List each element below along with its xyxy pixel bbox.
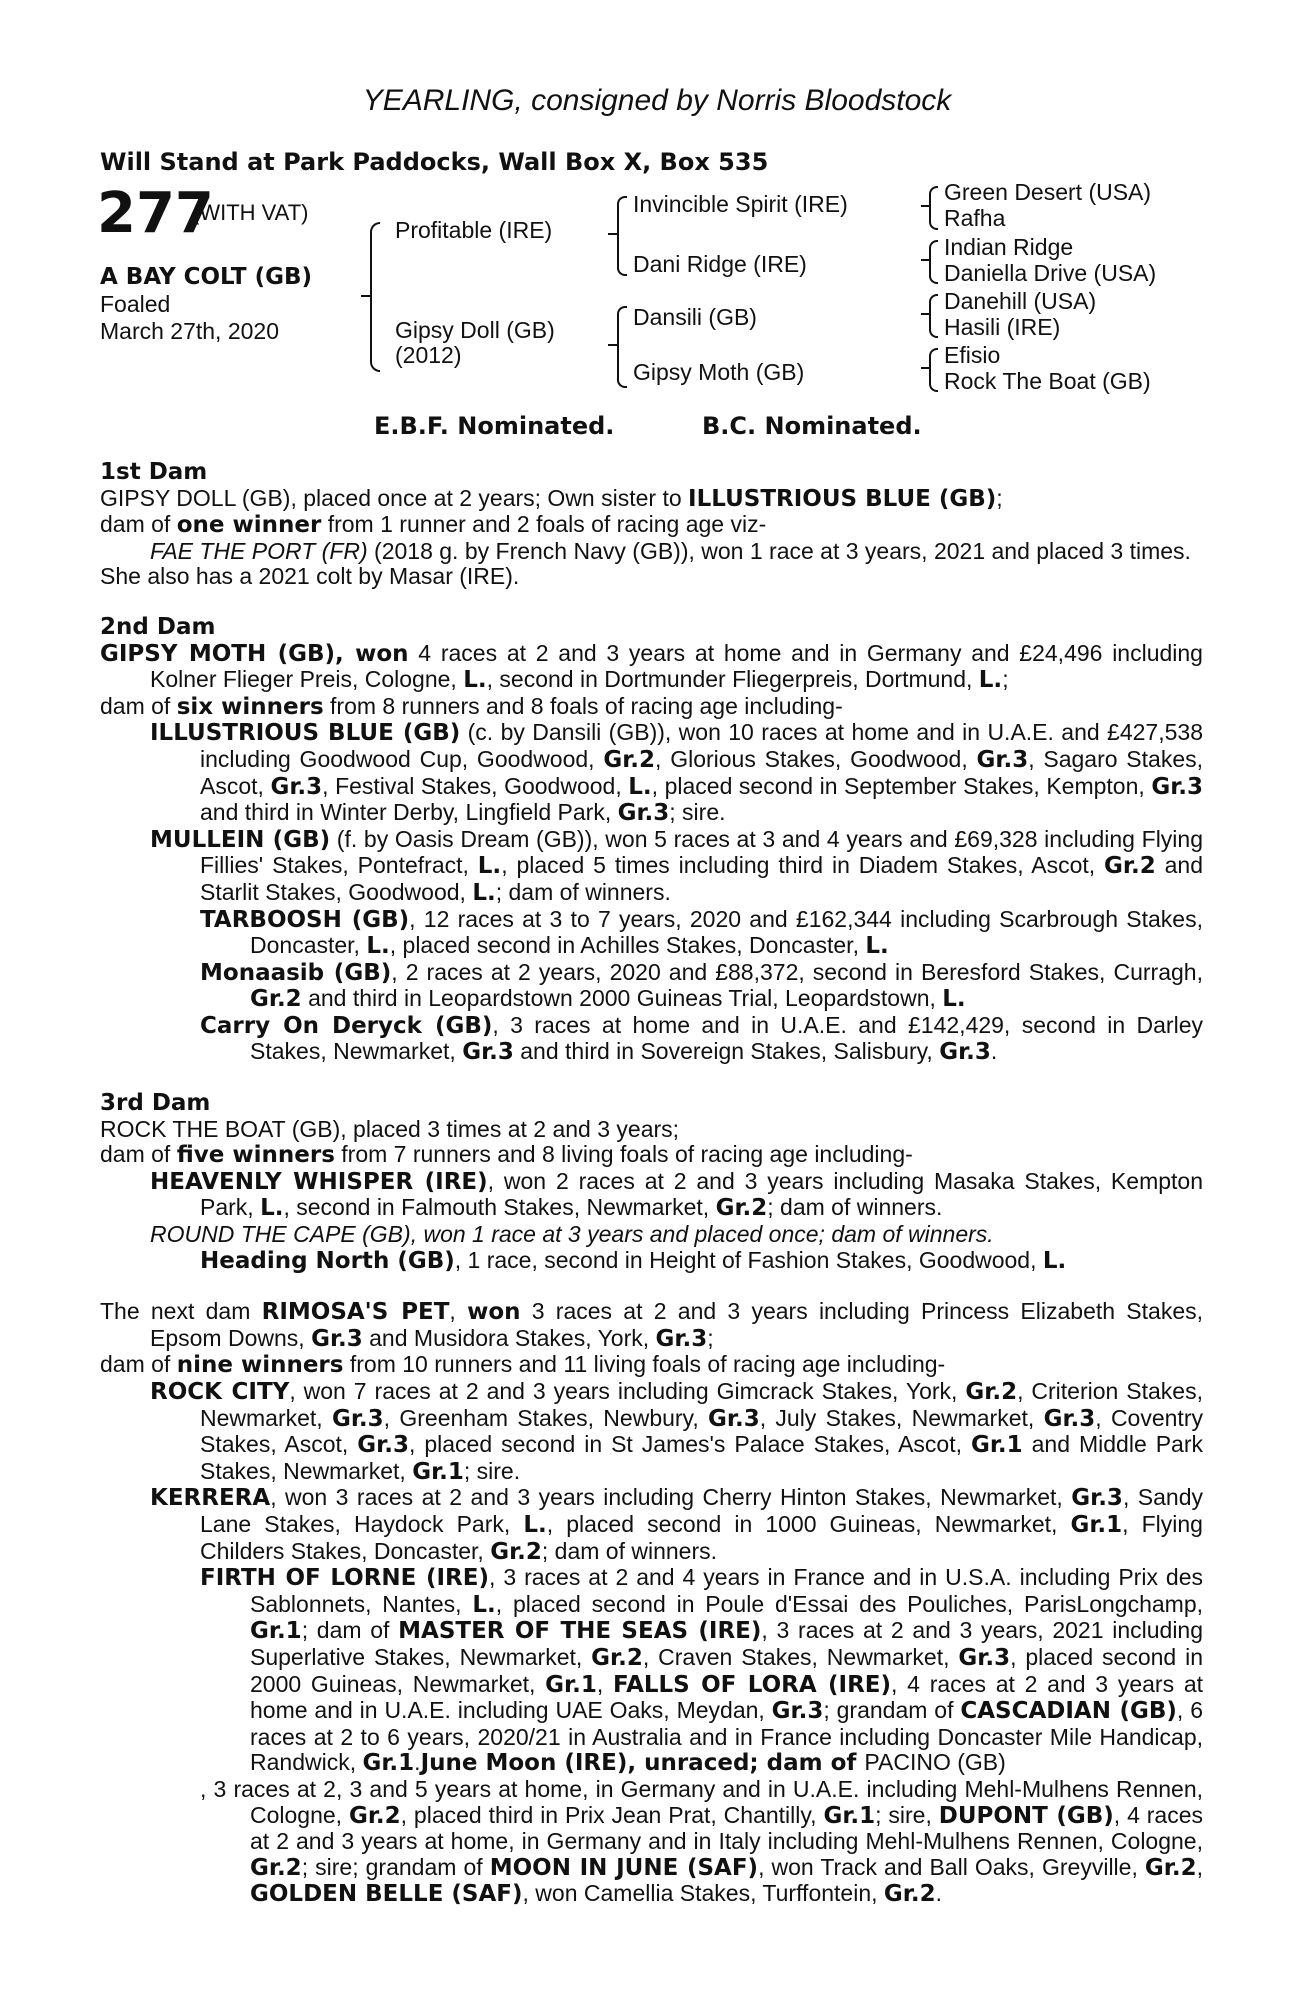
pedigree-dam-dam: Gipsy Moth (GB) xyxy=(633,359,805,385)
first-dam-produce: dam of one winner from 1 runner and 2 foals of racing age viz- xyxy=(100,511,767,539)
pedigree-bracket-g xyxy=(929,240,938,284)
produce-entry: ROCK CITY, won 7 races at 2 and 3 years including Gimcrack Stakes, York, Gr.2, Criterion Stakes, Newmarket, Gr.3, Greenham Stakes, Newbury, Gr.3, July Stakes, Newmarket, Gr.3, Coventry Stakes, Ascot, Gr.3, placed second in St James's Palace Stakes, Ascot, Gr.1 and Middle Park Stakes, Newmarket, Gr.1; sire. xyxy=(150,1378,1203,1485)
third-dam-line: ROCK THE BOAT (GB), placed 3 times at 2 and 3 years; xyxy=(100,1115,680,1142)
produce-entry: HEAVENLY WHISPER (IRE), won 2 races at 2 and 3 years including Masaka Stakes, Kempton Park, L., second in Falmouth Stakes, Newmarket, Gr.2; dam of winners. xyxy=(150,1167,1203,1222)
pedigree-g2: Rafha xyxy=(944,205,1006,231)
foaled-date: March 27th, 2020 xyxy=(100,318,280,344)
third-dam-produce: dam of five winners from 7 runners and 8 living foals of racing age including- xyxy=(100,1141,913,1169)
produce-entry: KERRERA, won 3 races at 2 and 3 years including Cherry Hinton Stakes, Newmarket, Gr.3, Sandy Lane Stakes, Haydock Park, L., placed second in 1000 Guineas, Newmarket, Gr.1, Flying Childers Stakes, Doncaster, Gr.2; dam of winners. xyxy=(150,1484,1203,1565)
stand-location: Will Stand at Park Paddocks, Wall Box X, Box 535 xyxy=(100,148,769,176)
produce-entry: TARBOOSH (GB), 12 races at 3 to 7 years, 2020 and £162,344 including Scarbrough Stakes, Doncaster, L., placed second in Achilles Stakes, Doncaster, L. xyxy=(200,905,1203,960)
produce-entry: Carry On Deryck (GB), 3 races at home and in U.A.E. and £142,429, second in Darley Stakes, Newmarket, Gr.3 and third in Sovereign Stakes, Salisbury, Gr.3. xyxy=(200,1011,1203,1066)
second-dam-heading: 2nd Dam xyxy=(100,613,216,640)
pedigree-g6: Hasili (IRE) xyxy=(944,314,1061,340)
bc-nominated: B.C. Nominated. xyxy=(702,412,922,440)
pedigree-bracket-main xyxy=(370,222,380,372)
pedigree-bracket-sire xyxy=(617,196,627,276)
pedigree-g4: Daniella Drive (USA) xyxy=(944,260,1157,286)
pedigree-dam-year: (2012) xyxy=(395,342,462,368)
pedigree-g5: Danehill (USA) xyxy=(944,288,1097,314)
catalogue-body xyxy=(100,460,1203,1908)
lot-number: 277 xyxy=(97,181,214,246)
pedigree-sire-sire: Invincible Spirit (IRE) xyxy=(633,191,848,217)
pedigree-g8: Rock The Boat (GB) xyxy=(944,368,1151,394)
pedigree-bracket-tick xyxy=(608,344,617,346)
produce-entry: ILLUSTRIOUS BLUE (GB) (c. by Dansili (GB)), won 10 races at home and in U.A.E. and £427,538 including Goodwood Cup, Goodwood, Gr.2, Glorious Stakes, Goodwood, Gr.3, Sagaro Stakes, Ascot, Gr.3, Festival Stakes, Goodwood, L., placed second in September Stakes, Kempton, Gr.3 and third in Winter Derby, Lingfield Park, Gr.3; sire. xyxy=(150,719,1204,827)
next-dam-line: The next dam RIMOSA'S PET, won 3 races at 2 and 3 years including Princess Elizabeth Stakes, Epsom Downs, Gr.3 and Musidora Stakes, York, Gr.3; xyxy=(100,1298,1203,1352)
second-dam-line: GIPSY MOTH (GB), won 4 races at 2 and 3 years at home and in Germany and £24,496 including Kolner Flieger Preis, Cologne, L., second in Dortmunder Fliegerpreis, Dortmund, L.; xyxy=(100,639,1203,694)
produce-entry: , 3 races at 2, 3 and 5 years at home, in Germany and in U.A.E. including Mehl-Mulhens Rennen, Cologne, Gr.2, placed third in Prix Jean Prat, Chantilly, Gr.1; sire, DUPONT (GB), 4 races at 2 and 3 years at home, in Germany and in Italy including Mehl-Mulhens Rennen, Cologne, Gr.2; sire; grandam of MOON IN JUNE (SAF), won Track and Ball Oaks, Greyville, Gr.2, GOLDEN BELLE (SAF), won Camellia Stakes, Turffontein, Gr.2. xyxy=(200,1775,1203,1908)
pedigree-sire-dam: Dani Ridge (IRE) xyxy=(633,251,807,277)
pedigree-dam: Gipsy Doll (GB) xyxy=(395,317,555,343)
pedigree-sire: Profitable (IRE) xyxy=(395,217,553,243)
produce-entry: ROUND THE CAPE (GB), won 1 race at 3 years and placed once; dam of winners. xyxy=(150,1221,994,1248)
pedigree-bracket-g xyxy=(929,186,938,230)
produce-entry: FAE THE PORT (FR) (2018 g. by French Navy (GB)), won 1 race at 3 years, 2021 and placed 3 times. xyxy=(150,537,1191,564)
pedigree-g3: Indian Ridge xyxy=(944,234,1074,260)
foaled-info xyxy=(100,291,279,345)
pedigree-bracket-tick xyxy=(921,367,929,369)
pedigree-bracket-tick xyxy=(608,233,617,235)
page-header: YEARLING, consigned by Norris Bloodstock xyxy=(362,84,952,117)
third-dam-heading: 3rd Dam xyxy=(100,1090,211,1117)
pedigree-bracket-tick xyxy=(921,259,929,261)
pedigree-bracket-tick xyxy=(361,295,370,297)
ebf-nominated: E.B.F. Nominated. xyxy=(374,412,615,440)
first-dam-line: GIPSY DOLL (GB), placed once at 2 years; Own sister to ILLUSTRIOUS BLUE (GB); xyxy=(100,484,1003,512)
pedigree-g1: Green Desert (USA) xyxy=(944,179,1152,205)
pedigree-bracket-g xyxy=(929,348,938,392)
pedigree-dam-sire: Dansili (GB) xyxy=(633,304,757,330)
lot-name: A BAY COLT (GB) xyxy=(100,264,313,290)
produce-entry: FIRTH OF LORNE (IRE), 3 races at 2 and 4 years in France and in U.S.A. including Prix des Sablonnets, Nantes, L., placed second in Poule d'Essai des Pouliches, ParisLongchamp, Gr.1; dam of MASTER OF THE SEAS (IRE), 3 races at 2 and 3 years, 2021 including Superlative Stakes, Newmarket, Gr.2, Craven Stakes, Newmarket, Gr.3, placed second in 2000 Guineas, Newmarket, Gr.1, FALLS OF LORA (IRE), 4 races at 2 and 3 years at home and in U.A.E. including UAE Oaks, Meydan, Gr.3; grandam of CASCADIAN (GB), 6 races at 2 to 6 years, 2020/21 in Australia and in France including Doncaster Mile Handicap, Randwick, Gr.1.June Moon (IRE), unraced; dam of PACINO (GB) xyxy=(200,1564,1204,1777)
produce-entry: Monaasib (GB), 2 races at 2 years, 2020 and £88,372, second in Beresford Stakes, Curragh, Gr.2 and third in Leopardstown 2000 Guineas Trial, Leopardstown, L. xyxy=(200,958,1203,1013)
second-dam-produce: dam of six winners from 8 runners and 8 foals of racing age including- xyxy=(100,692,843,720)
produce-entry: Heading North (GB), 1 race, second in Height of Fashion Stakes, Goodwood, L. xyxy=(200,1246,1067,1274)
pedigree-bracket-g xyxy=(929,294,938,338)
pedigree-g7: Efisio xyxy=(944,342,1001,368)
pedigree-bracket-tick xyxy=(921,205,929,207)
foaled-label: Foaled xyxy=(100,291,171,317)
first-dam-note: She also has a 2021 colt by Masar (IRE). xyxy=(100,563,520,590)
produce-entry: MULLEIN (GB) (f. by Oasis Dream (GB)), won 5 races at 3 and 4 years and £69,328 including Flying Fillies' Stakes, Pontefract, L., placed 5 times including third in Diadem Stakes, Ascot, Gr.2 and Starlit Stakes, Goodwood, L.; dam of winners. xyxy=(150,825,1204,906)
first-dam-heading: 1st Dam xyxy=(100,459,208,485)
vat-note: (WITH VAT) xyxy=(192,200,309,225)
pedigree-bracket-dam xyxy=(617,306,627,388)
pedigree-bracket-tick xyxy=(921,313,929,315)
next-dam-produce: dam of nine winners from 10 runners and 11 living foals of racing age including- xyxy=(100,1351,946,1379)
